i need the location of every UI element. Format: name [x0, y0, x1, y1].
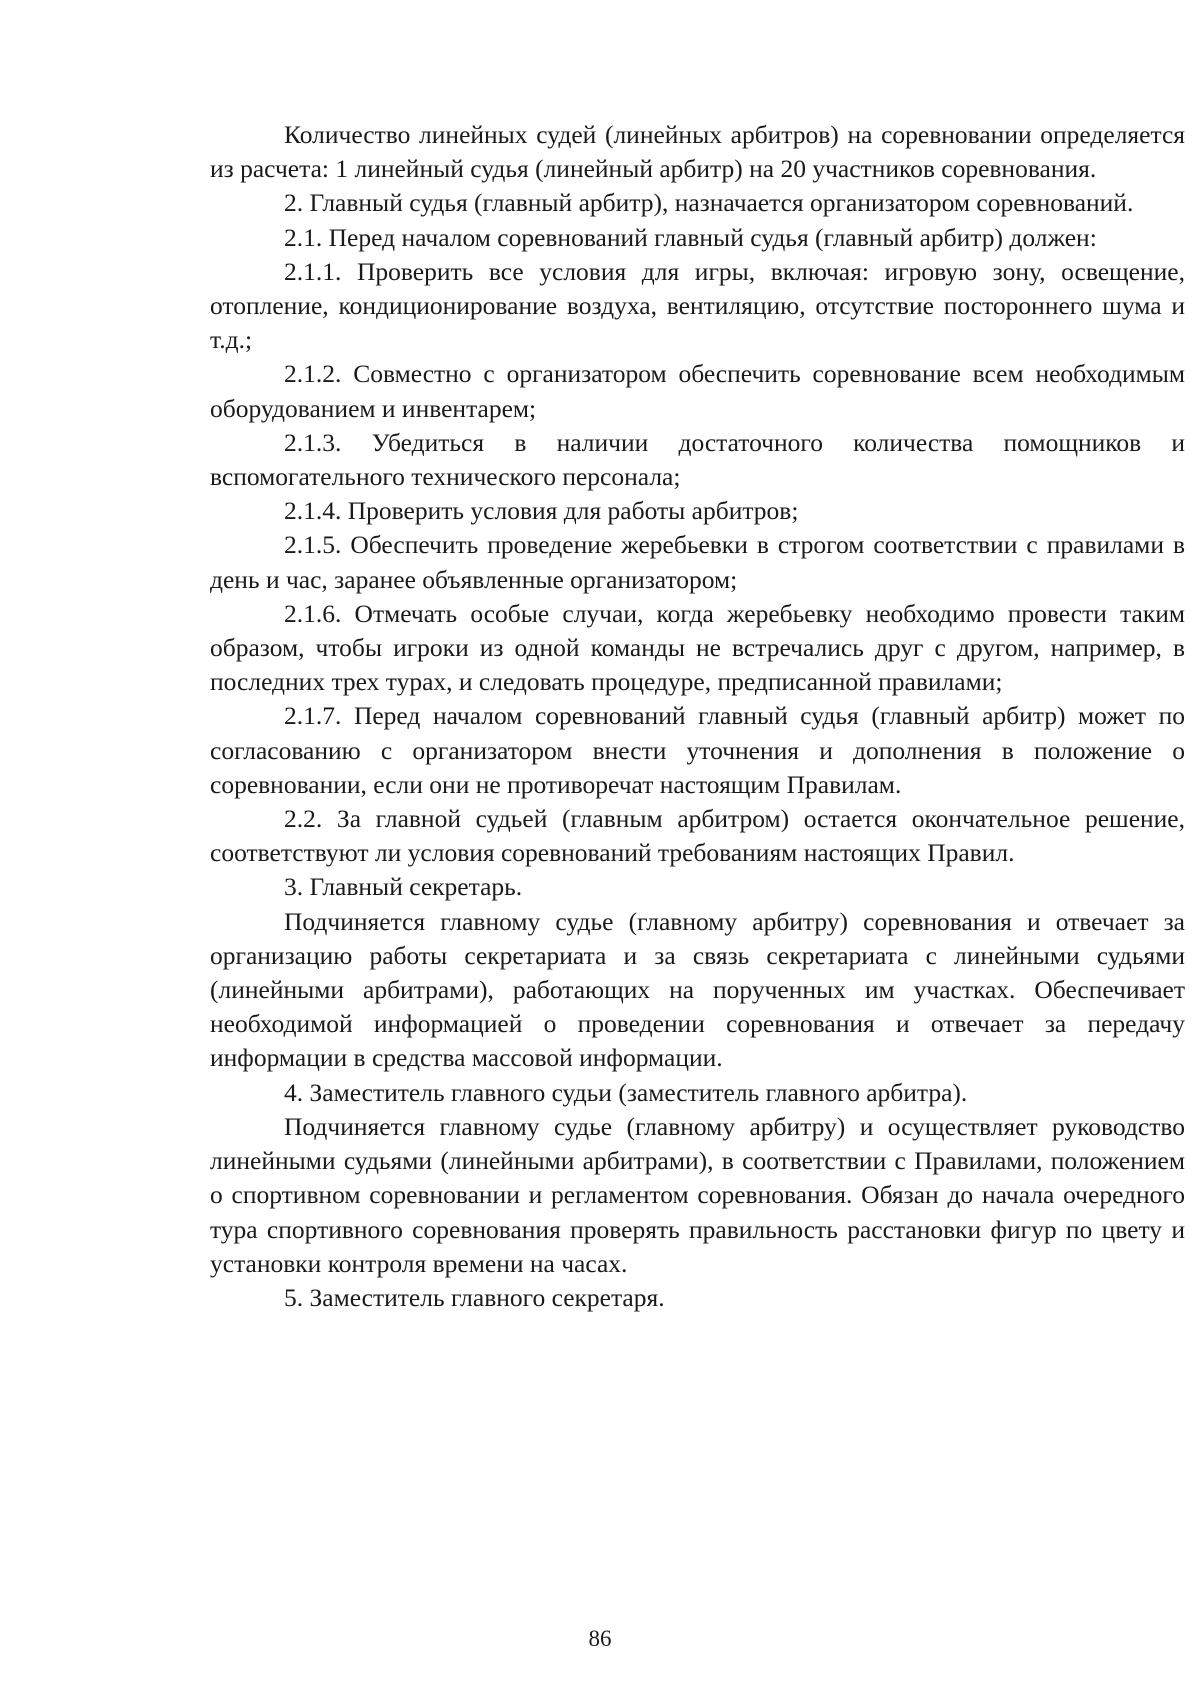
paragraph-chief-secretary-duties: Подчиняется главному судье (главному арбитру) соревнования и отвечает за организацию работы секретариата и за связь секретариата с линейными судьями (линейными арбитрами), работающих на порученных им участках. Обеспечивает необходимой информацией о проведении соревнования и отвечает за передачу информации в средства массовой информации.	[210, 906, 1185, 1073]
paragraph-2-1-4: 2.1.4. Проверить условия для работы арбитров;	[284, 496, 799, 526]
paragraph-deputy-chief-judge-duties: Подчиняется главному судье (главному арбитру) и осуществляет руководство линейными судьями (линейными арбитрами), в соответствии с Правилами, положением о спортивном соревновании и регламентом соревнования. Обязан до начала очередного тура спортивного соревнования проверять правильность расстановки фигур по цвету и установки контроля времени на часах.	[210, 1111, 1185, 1278]
paragraph-2-1-1: 2.1.1. Проверить все условия для игры, включая: игровую зону, освещение, отопление, кондиционирование воздуха, вентиляцию, отсутствие постороннего шума и т.д.;	[210, 256, 1185, 355]
paragraph-2-2: 2.2. За главной судьей (главным арбитром) остается окончательное решение, соответствуют ли условия соревнований требованиям настоящих Правил.	[210, 804, 1185, 868]
paragraph-2-1-7: 2.1.7. Перед началом соревнований главный судья (главный арбитр) может по согласованию с организатором внести уточнения и дополнения в положение о соревновании, если они не противоречат настоящим Правилам.	[210, 701, 1185, 799]
paragraph-2-1-2: 2.1.2. Совместно с организатором обеспечить соревнование всем необходимым оборудованием и инвентарем;	[210, 359, 1185, 423]
paragraph-2-1-6: 2.1.6. Отмечать особые случаи, когда жеребьевку необходимо провести таким образом, чтобы игроки из одной команды не встречались друг с другом, например, в последних трех турах, и следовать процедуре, предписанной правилами;	[210, 598, 1185, 697]
page-number: 86	[588, 1626, 612, 1651]
paragraph-2-1-3: 2.1.3. Убедиться в наличии достаточного количества помощников и вспомогательного технического персонала;	[210, 427, 1185, 492]
heading-deputy-chief-secretary: 5. Заместитель главного секретаря.	[284, 1282, 665, 1312]
paragraph-chief-judge: 2. Главный судья (главный арбитр), назначается организатором соревнований.	[284, 188, 1134, 218]
heading-chief-secretary: 3. Главный секретарь.	[284, 872, 523, 902]
document-body	[210, 118, 1185, 1315]
paragraph-linesmen-count: Количество линейных судей (линейных арбитров) на соревновании определяется из расчета: 1 линейный судья (линейный арбитр) на 20 участников соревнования.	[210, 120, 1185, 184]
heading-deputy-chief-judge: 4. Заместитель главного судьи (заместитель главного арбитра).	[284, 1077, 968, 1107]
paragraph-2-1: 2.1. Перед началом соревнований главный судья (главный арбитр) должен:	[284, 222, 1097, 252]
paragraph-2-1-5: 2.1.5. Обеспечить проведение жеребьевки в строгом соответствии с правилами в день и час, заранее объявленные организатором;	[210, 530, 1185, 594]
